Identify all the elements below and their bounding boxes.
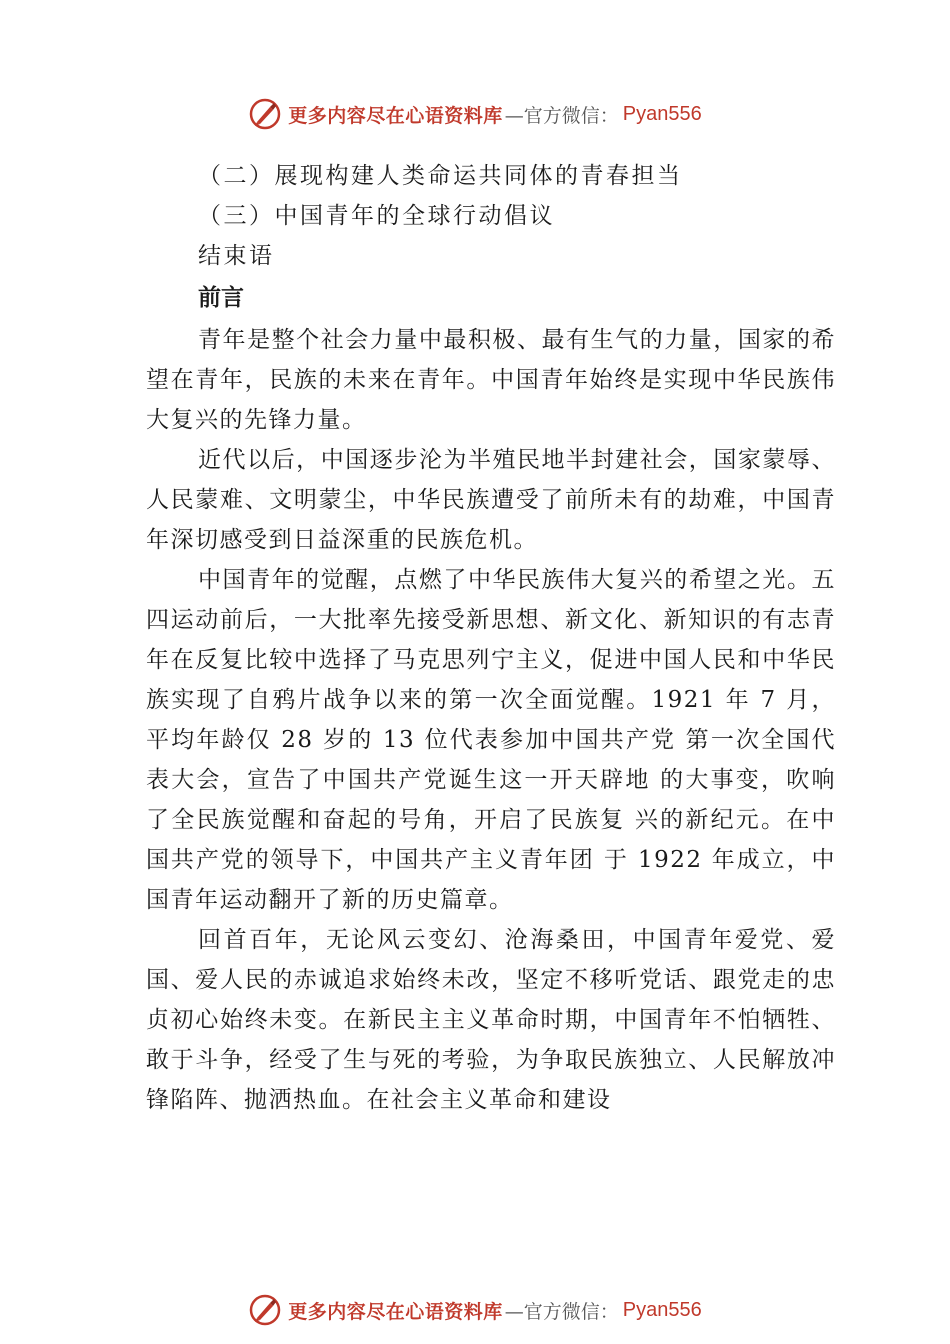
paragraph [146, 560, 836, 920]
paragraph-text: 中国青年的觉醒，点燃了中华民族伟大复兴的希望之光。五四运动前后，一大批率先接受新思想、新文化、新知识的有志青年在反复比较中选择了马克思列宁主义，促进中国人民和中华民族实现了自鸦片战争以来的第一次全面觉醒。1921 年 7 月，平均年龄仅 28 岁的 13 位代表参加中国共产党 第一次全国代表大会，宣告了中国共产党诞生这一开天辟地 的大事变，吹响了全民族觉醒和奋起的号角，开启了民族复 兴的新纪元。在中国共产党的领导下，中国共产主义青年团 于 1922 年成立，中国青年运动翻开了新的历史篇章。 [146, 567, 836, 913]
banner-wechat-id: Pyan556 [622, 1298, 702, 1321]
toc-item: 结束语 [198, 243, 275, 269]
banner-brand-text: 更多内容尽在心语资料库 [288, 1300, 503, 1323]
paragraph-text: 近代以后，中国逐步沦为半殖民地半封建社会，国家蒙辱、人民蒙难、文明蒙尘，中华民族遭受了前所未有的劫难，中国青年深切感受到日益深重的民族危机。 [146, 447, 836, 553]
paragraph-text: 回首百年，无论风云变幻、沧海桑田，中国青年爱党、爱国、爱人民的赤诚追求始终未改，坚定不移听党话、跟党走的忠贞初心始终未变。在新民主主义革命时期，中国青年不怕牺牲、敢于斗争，经受了生与死的考验，为争取民族独立、人民解放冲锋陷阵、抛洒热血。在社会主义革命和建设 [146, 927, 836, 1113]
pen-logo-icon [248, 1293, 282, 1327]
banner-separator-text: —官方微信： [504, 104, 619, 127]
toc-item: （二）展现构建人类命运共同体的青春担当 [198, 163, 683, 189]
paragraph [146, 440, 836, 560]
section-heading: 前言 [198, 285, 244, 311]
banner-separator-text: —官方微信： [504, 1300, 619, 1323]
paragraph [146, 320, 836, 440]
pen-logo-icon [248, 97, 282, 131]
banner-brand-text: 更多内容尽在心语资料库 [288, 104, 503, 127]
paragraph-text: 青年是整个社会力量中最积极、最有生气的力量，国家的希望在青年，民族的未来在青年。中国青年始终是实现中华民族伟大复兴的先锋力量。 [146, 327, 836, 433]
header-banner [0, 94, 950, 134]
paragraph [146, 920, 836, 1120]
toc-item: （三）中国青年的全球行动倡议 [198, 203, 555, 229]
banner-wechat-id: Pyan556 [622, 102, 702, 125]
footer-banner [0, 1290, 950, 1330]
document-body [146, 156, 836, 1120]
